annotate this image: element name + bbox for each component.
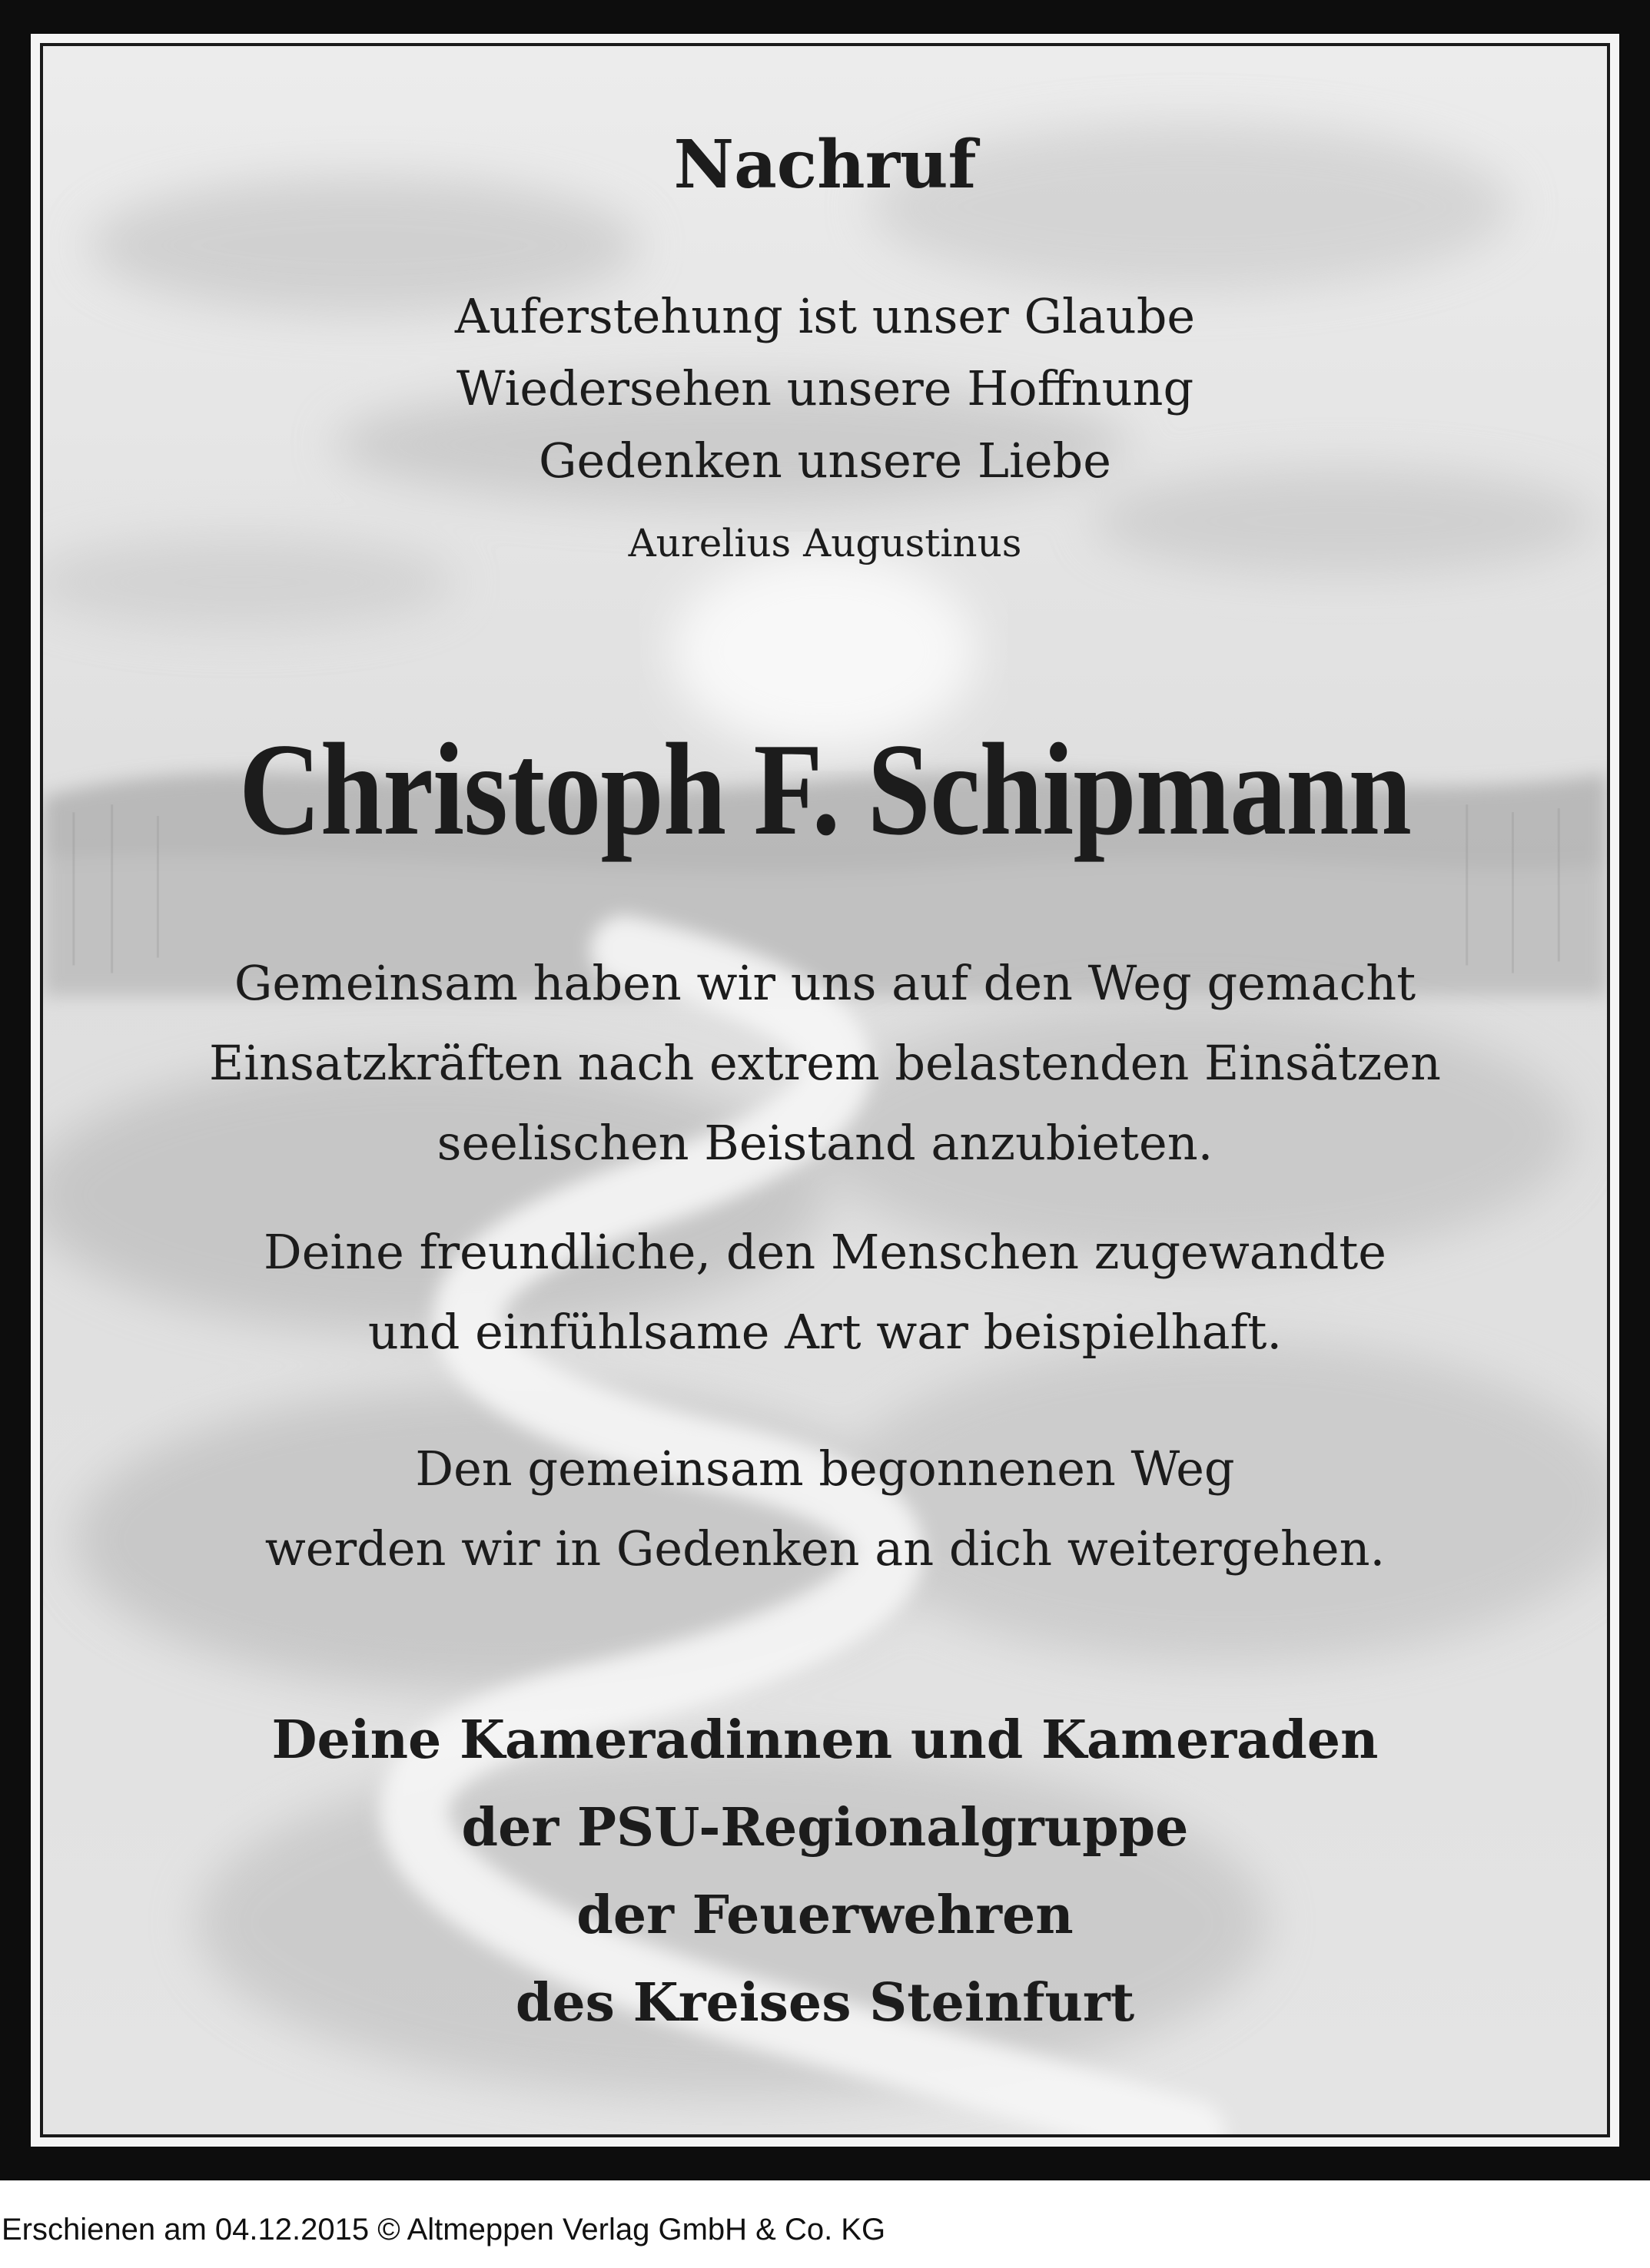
paragraph-line: seelischen Beistand anzubieten. <box>437 1115 1213 1171</box>
paragraph-line: Den gemeinsam begonnenen Weg <box>415 1441 1235 1497</box>
notice-heading: Nachruf <box>673 126 977 204</box>
notice-text <box>43 46 1607 2134</box>
quote-line: Wiedersehen unsere Hoffnung <box>456 360 1194 416</box>
paragraph-line: Deine freundliche, den Menschen zugewandte <box>264 1224 1386 1280</box>
signature-line: der PSU-Regionalgruppe <box>461 1797 1189 1858</box>
paragraph-line: Gemeinsam haben wir uns auf den Weg gemacht <box>234 955 1416 1011</box>
signature-block <box>43 1696 1607 2047</box>
paragraph-line: und einfühlsame Art war beispielhaft. <box>367 1304 1283 1360</box>
publication-note: Erschienen am 04.12.2015 © Altmeppen Verlag GmbH & Co. KG <box>2 2213 886 2246</box>
paragraph-line: Einsatzkräften nach extrem belastenden Einsätzen <box>209 1035 1441 1091</box>
quote-author: Aurelius Augustinus <box>628 521 1022 565</box>
quote-line: Auferstehung ist unser Glaube <box>454 288 1196 344</box>
tribute-paragraph <box>43 943 1607 1183</box>
paragraph-line: werden wir in Gedenken an dich weitergehen. <box>264 1520 1386 1577</box>
signature-line: Deine Kameradinnen und Kameraden <box>271 1709 1379 1771</box>
tribute-paragraph <box>43 1429 1607 1589</box>
deceased-name: Christoph F. Schipmann <box>238 717 1412 863</box>
obituary-notice <box>40 43 1610 2137</box>
signature-line: des Kreises Steinfurt <box>515 1972 1135 2034</box>
signature-line: der Feuerwehren <box>576 1885 1074 1946</box>
quote-block <box>43 280 1607 497</box>
tribute-paragraph <box>43 1212 1607 1372</box>
quote-line: Gedenken unsere Liebe <box>539 433 1111 489</box>
